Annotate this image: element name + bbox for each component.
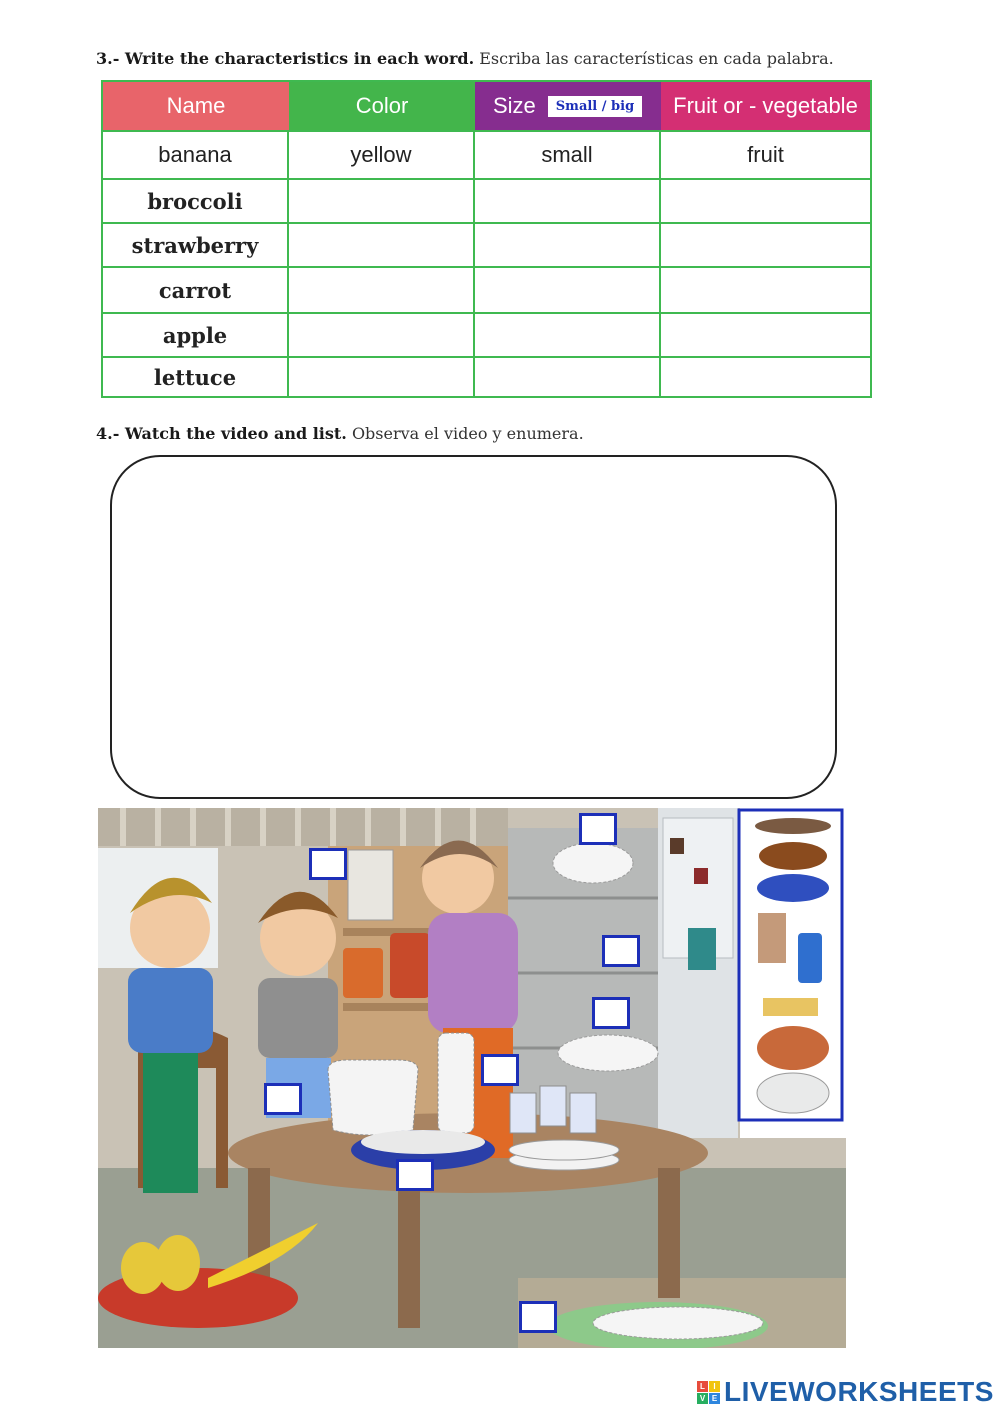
answer-box-bottle[interactable] [481, 1054, 519, 1086]
answer-box-bowl[interactable] [579, 813, 617, 845]
example-color: yellow [289, 132, 475, 178]
section4-instruction-en: Watch the video and list. [124, 424, 347, 443]
liveworksheets-logo [697, 1376, 994, 1408]
answer-box-jug[interactable] [264, 1083, 302, 1115]
color-input-apple[interactable] [289, 314, 475, 356]
header-size [475, 82, 661, 130]
section4-instruction [96, 424, 584, 443]
color-input-lettuce[interactable] [289, 358, 475, 396]
section4-number: 4.- [96, 424, 120, 443]
row-name-apple: apple [103, 314, 289, 356]
mark-letter: L [697, 1381, 708, 1392]
color-input-broccoli[interactable] [289, 180, 475, 222]
table-row [103, 130, 870, 178]
brand-name: LIVEWORKSHEETS [724, 1376, 994, 1407]
section3-number: 3.- [96, 49, 120, 68]
size-input-broccoli[interactable] [475, 180, 661, 222]
kitchen-scene-illustration [98, 808, 846, 1348]
type-input-lettuce[interactable] [661, 358, 870, 396]
size-options-box: Small / big [548, 96, 642, 117]
answer-box-chicken[interactable] [592, 997, 630, 1029]
color-input-strawberry[interactable] [289, 224, 475, 266]
liveworksheets-mark-icon [697, 1381, 720, 1404]
table-row [103, 356, 870, 396]
row-name-carrot: carrot [103, 268, 289, 312]
header-name: Name [103, 82, 289, 130]
row-name-broccoli: broccoli [103, 180, 289, 222]
example-type: fruit [747, 142, 784, 167]
color-input-carrot[interactable] [289, 268, 475, 312]
section3-instruction-en: Write the characteristics in each word. [124, 49, 475, 68]
table-row [103, 222, 870, 266]
mark-letter: E [709, 1393, 720, 1404]
type-input-strawberry[interactable] [661, 224, 870, 266]
characteristics-table [101, 80, 872, 398]
header-color: Color [289, 82, 475, 130]
header-fruit-or-vegetable: Fruit or - vegetable [661, 82, 870, 130]
kitchen-scene-image [98, 808, 846, 1348]
type-input-apple[interactable] [661, 314, 870, 356]
table-row [103, 178, 870, 222]
section3-instruction-es: Escriba las características en cada palabra. [479, 49, 834, 68]
row-name-strawberry: strawberry [103, 224, 289, 266]
answer-box-fridge-item[interactable] [602, 935, 640, 967]
answer-box-rice-bowl[interactable] [396, 1159, 434, 1191]
section4-instruction-es: Observa el video y enumera. [351, 424, 584, 443]
table-row [103, 266, 870, 312]
size-input-lettuce[interactable] [475, 358, 661, 396]
header-size-label: Size [493, 93, 536, 118]
mark-letter: V [697, 1393, 708, 1404]
table-header-row [103, 82, 870, 130]
table-row [103, 312, 870, 356]
size-input-strawberry[interactable] [475, 224, 661, 266]
example-name: banana [103, 132, 289, 178]
size-input-apple[interactable] [475, 314, 661, 356]
example-size: small [475, 132, 661, 178]
type-input-broccoli[interactable] [661, 180, 870, 222]
section3-instruction [96, 49, 834, 68]
answer-box-cereal[interactable] [309, 848, 347, 880]
mark-letter: I [709, 1381, 720, 1392]
type-input-carrot[interactable] [661, 268, 870, 312]
answer-box-fish[interactable] [519, 1301, 557, 1333]
size-input-carrot[interactable] [475, 268, 661, 312]
list-answer-box[interactable] [110, 455, 837, 799]
row-name-lettuce: lettuce [103, 358, 289, 396]
